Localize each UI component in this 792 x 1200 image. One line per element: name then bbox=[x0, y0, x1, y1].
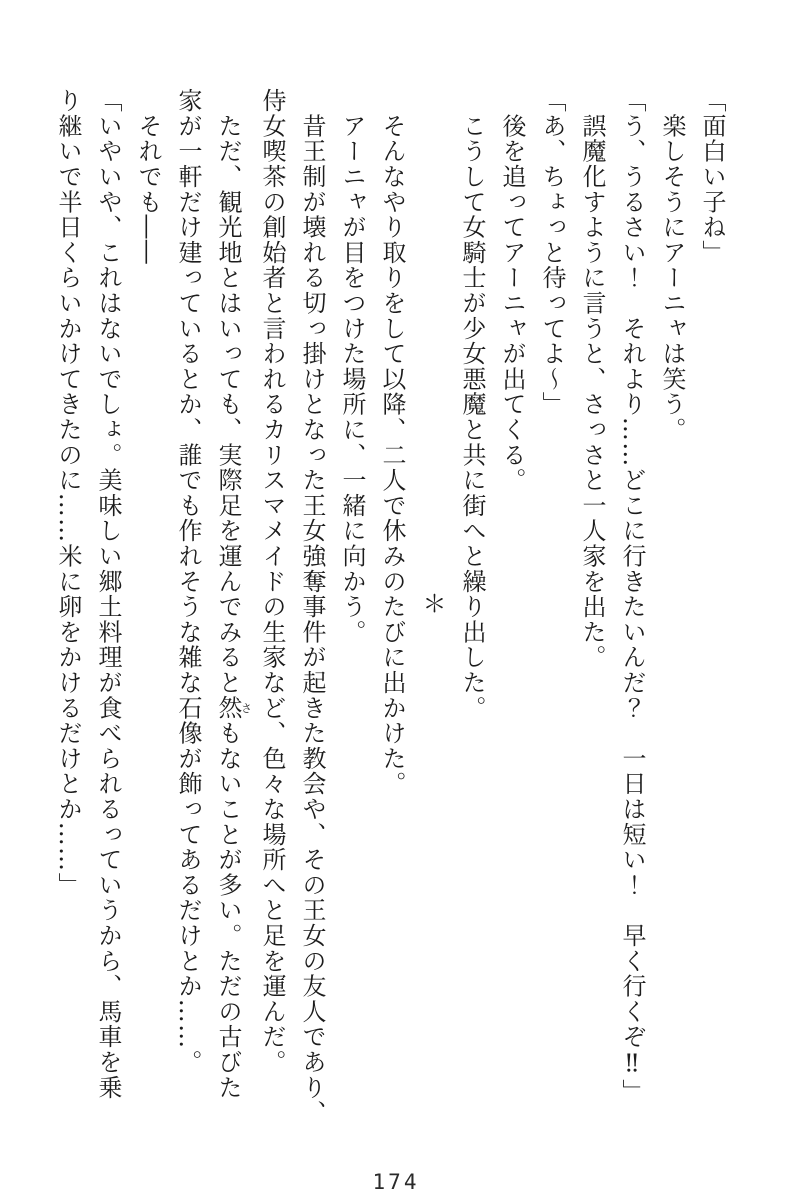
furigana-text: さ bbox=[239, 695, 253, 721]
vertical-text-block bbox=[48, 88, 732, 1126]
text-line: ただ、観光地とはいっても、実際足を運んでみると然さもないことが多い。ただの古びた bbox=[214, 88, 253, 1101]
text-line: 「う、うるさい！ それより……どこに行きたいんだ？ 一日は短い！ 早く行くぞ‼」 bbox=[618, 88, 646, 1104]
text-line: 楽しそうにアーニャは笑う。 bbox=[658, 88, 686, 443]
text-line: こうして女騎士が少女悪魔と共に街へと繰り出した。 bbox=[458, 88, 486, 721]
text-line: アーニャが目をつけた場所に、一緒に向かう。 bbox=[338, 88, 366, 645]
page-number: 174 bbox=[372, 1170, 420, 1194]
text-line: 「面白い子ね」 bbox=[698, 88, 726, 266]
text-line: 後を追ってアーニャが出てくる。 bbox=[498, 88, 526, 493]
text-line: 誤魔化すように言うと、さっさと一人家を出た。 bbox=[578, 88, 606, 670]
text-line: それでも―― bbox=[134, 88, 162, 266]
text-line: そんなやり取りをして以降、二人で休みのたびに出かけた。 bbox=[378, 88, 406, 797]
text-line: 「あ、ちょっと待ってよ～」 bbox=[538, 88, 566, 417]
text-line: り継いで半日くらいかけてきたのに……米に卵をかけるだけとか……」 bbox=[54, 88, 82, 898]
furigana-ruby: 然さ bbox=[214, 695, 253, 721]
text-line: 昔王制が壊れる切っ掛けとなった王女強奪事件が起きた教会や、その王女の友人であり、 bbox=[298, 88, 326, 1126]
text-line: 家が一軒だけ建っているとか、誰でも作れそうな雑な石像が飾ってあるだけとか……。 bbox=[174, 88, 202, 1075]
text-line: 侍女喫茶の創始者と言われるカリスマメイドの生家など、色々な場所へと足を運んだ。 bbox=[258, 88, 286, 1075]
section-separator: ＊ bbox=[418, 591, 446, 615]
text-line: 「いやいや、これはないでしょ。美味しい郷土料理が食べられるっていうから、馬車を乗 bbox=[94, 88, 122, 1100]
